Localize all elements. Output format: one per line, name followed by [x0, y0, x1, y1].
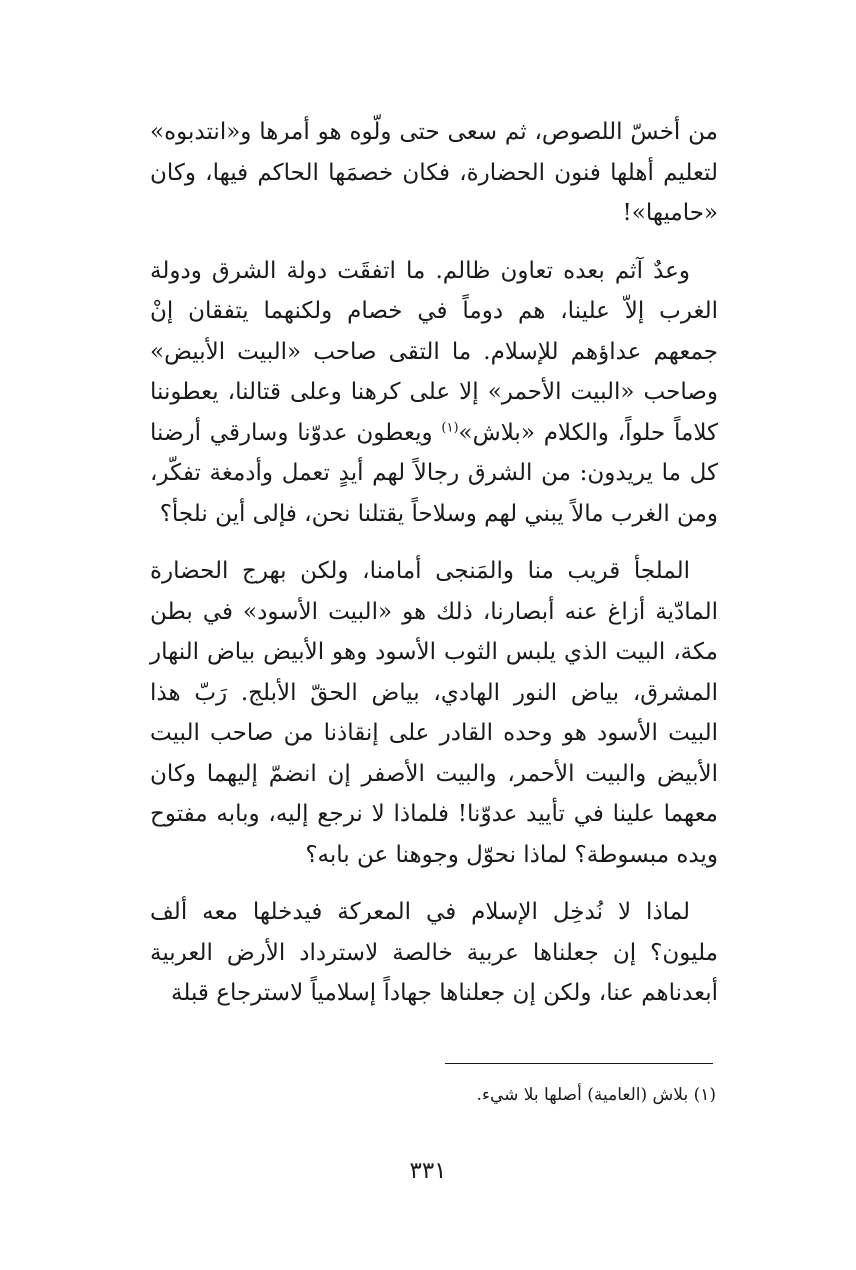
- page-number: ٣٣١: [409, 1158, 447, 1184]
- paragraph-2: [150, 251, 718, 535]
- main-text: [150, 112, 718, 1031]
- footnote: (١) بلاش (العامية) أصلها بلا شيء.: [476, 1085, 716, 1105]
- paragraph-2-part-1: وعدٌ آثم بعده تعاون ظالم. ما اتفقَت دولة الشرق ودولة الغرب إلاّ علينا، هم دوماً في خصام ولكنهما يتفقان إنْ جمعهم عداؤهم للإسلام. ما التقى صاحب «البيت الأبيض» وصاحب «البيت الأحمر» إلا على كرهنا وعلى قتالنا، يعطوننا كلاماً حلواً، والكلام «بلاش»: [150, 257, 718, 446]
- footnote-reference[interactable]: (١): [441, 419, 459, 435]
- paragraph-3: الملجأ قريب منا والمَنجى أمامنا، ولكن بهرج الحضارة المادّية أزاغ عنه أبصارنا، ذلك هو «البيت الأسود» في بطن مكة، البيت الذي يلبس الثوب الأسود وهو الأبيض بياض النهار المشرق، بياض النور الهادي، بياض الحقّ الأبلج. رَبّ هذا البيت الأسود هو وحده القادر على إنقاذنا من صاحب البيت الأبيض والبيت الأحمر، والبيت الأصفر إن انضمّ إليهما وكان معهما علينا في تأييد عدوّنا! فلماذا لا نرجع إليه، وبابه مفتوح ويده مبسوطة؟ لماذا نحوّل وجوهنا عن بابه؟: [150, 558, 718, 868]
- paragraph-2-part-2: ويعطون عدوّنا وسارقي أرضنا كل ما يريدون: من الشرق رجالاً لهم أيدٍ تعمل وأدمغة تفكّر، ومن الغرب مالاً يبني لهم وسلاحاً يقتلنا نحن، فإلى أين نلجأ؟: [150, 419, 718, 527]
- footnote-divider: [445, 1063, 713, 1064]
- paragraph-4: لماذا لا نُدخِل الإسلام في المعركة فيدخلها معه ألف مليون؟ إن جعلناها عربية خالصة لاسترداد الأرض العربية أبعدناهم عنا، ولكن إن جعلناها جهاداً إسلامياً لاسترجاع قبلة: [150, 899, 718, 1006]
- paragraph-1: من أخسّ اللصوص، ثم سعى حتى ولّوه هو أمرها و«انتدبوه» لتعليم أهلها فنون الحضارة، فكان خصمَها الحاكم فيها، وكان «حاميها»!: [150, 119, 718, 226]
